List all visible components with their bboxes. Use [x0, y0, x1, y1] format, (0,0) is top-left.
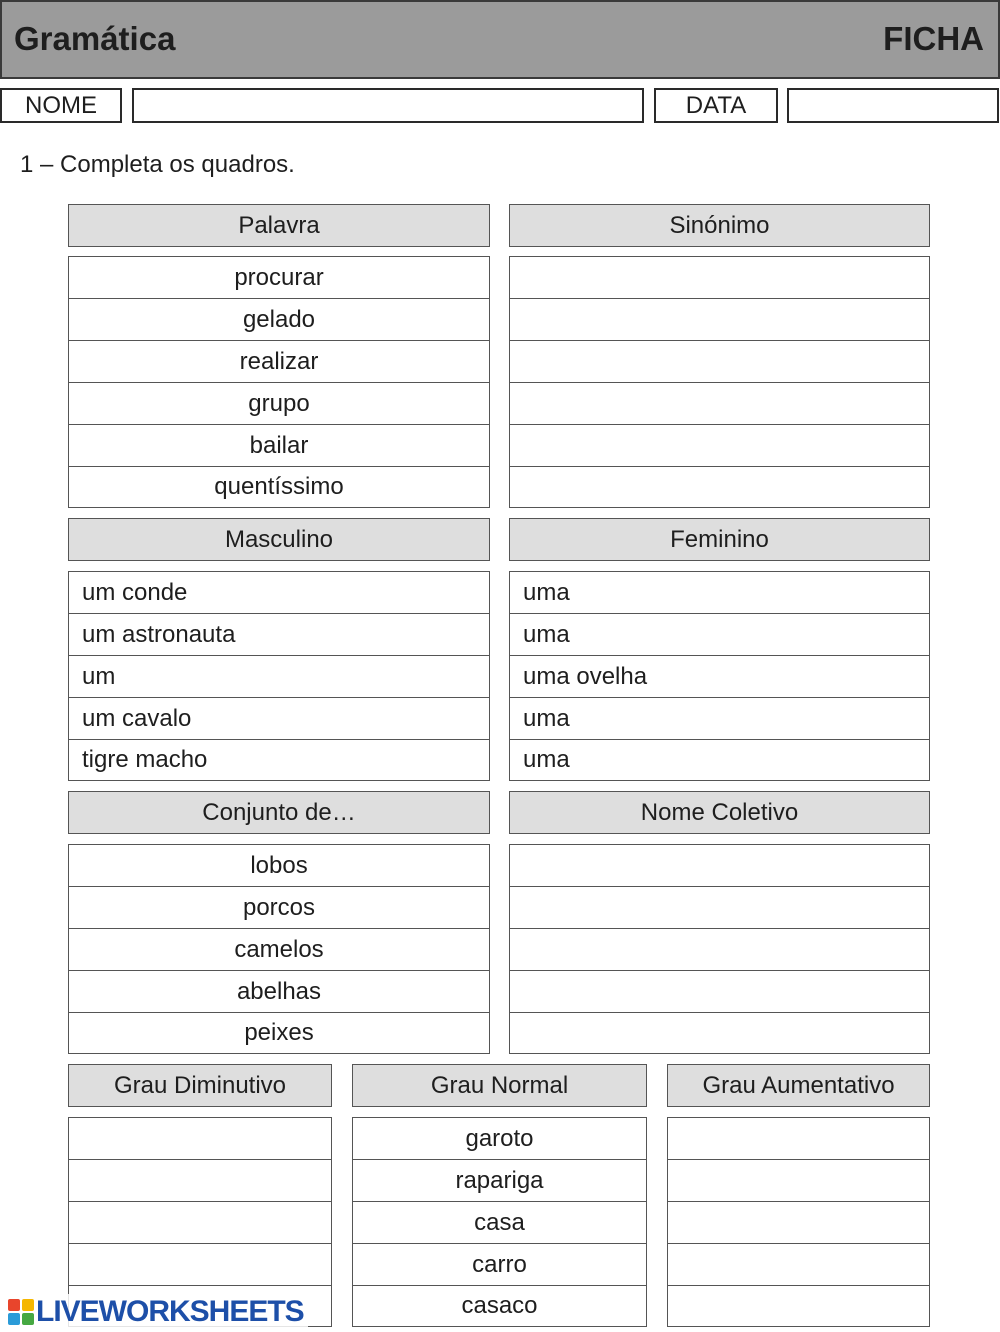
sinonimo-input[interactable] — [510, 424, 929, 466]
palavra-cell: procurar — [69, 256, 489, 298]
diminutivo-input[interactable] — [69, 1159, 331, 1201]
sinonimo-input[interactable] — [510, 298, 929, 340]
normal-cell: rapariga — [353, 1159, 646, 1201]
aumentativo-input[interactable] — [668, 1243, 929, 1285]
palavra-cell: quentíssimo — [69, 466, 489, 508]
coletivo-input[interactable] — [510, 886, 929, 928]
conjunto-column — [68, 844, 490, 1054]
palavra-column — [68, 256, 490, 508]
masculino-cell[interactable]: um cavalo — [69, 697, 489, 739]
normal-cell: garoto — [353, 1117, 646, 1159]
aumentativo-input[interactable] — [668, 1285, 929, 1327]
coletivo-input[interactable] — [510, 970, 929, 1012]
masculino-cell[interactable]: tigre macho — [69, 739, 489, 781]
sinonimo-input[interactable] — [510, 466, 929, 508]
header-feminino: Feminino — [509, 518, 930, 561]
logo-square — [8, 1299, 20, 1311]
palavra-cell: gelado — [69, 298, 489, 340]
aumentativo-input[interactable] — [668, 1201, 929, 1243]
feminino-cell[interactable]: uma — [510, 571, 929, 613]
normal-cell: casaco — [353, 1285, 646, 1327]
date-field[interactable] — [787, 88, 999, 123]
date-label: DATA — [654, 88, 778, 123]
coletivo-input[interactable] — [510, 844, 929, 886]
header-sinonimo: Sinónimo — [509, 204, 930, 247]
conjunto-cell: camelos — [69, 928, 489, 970]
diminutivo-input[interactable] — [69, 1117, 331, 1159]
conjunto-cell: abelhas — [69, 970, 489, 1012]
palavra-cell: realizar — [69, 340, 489, 382]
masculino-column — [68, 571, 490, 781]
header-conjunto: Conjunto de… — [68, 791, 490, 834]
coletivo-input[interactable] — [510, 928, 929, 970]
coletivo-column — [509, 844, 930, 1054]
normal-cell: carro — [353, 1243, 646, 1285]
name-field[interactable] — [132, 88, 644, 123]
feminino-column — [509, 571, 930, 781]
normal-cell: casa — [353, 1201, 646, 1243]
header-nome-coletivo: Nome Coletivo — [509, 791, 930, 834]
liveworksheets-logo-icon — [8, 1299, 34, 1325]
coletivo-input[interactable] — [510, 1012, 929, 1054]
sinonimo-input[interactable] — [510, 340, 929, 382]
ficha-label: FICHA — [883, 20, 984, 57]
name-label: NOME — [0, 88, 122, 123]
masculino-cell[interactable]: um — [69, 655, 489, 697]
diminutivo-input[interactable] — [69, 1201, 331, 1243]
liveworksheets-logo — [8, 1294, 308, 1330]
logo-square — [8, 1313, 20, 1325]
sinonimo-input[interactable] — [510, 382, 929, 424]
conjunto-cell: peixes — [69, 1012, 489, 1054]
normal-column — [352, 1117, 647, 1327]
aumentativo-input[interactable] — [668, 1159, 929, 1201]
page-title: Gramática — [14, 20, 176, 57]
liveworksheets-logo-text: LIVEWORKSHEETS — [36, 1295, 304, 1328]
header-masculino: Masculino — [68, 518, 490, 561]
palavra-cell: bailar — [69, 424, 489, 466]
diminutivo-input[interactable] — [69, 1243, 331, 1285]
feminino-cell[interactable]: uma — [510, 697, 929, 739]
sinonimo-column — [509, 256, 930, 508]
feminino-cell[interactable]: uma ovelha — [510, 655, 929, 697]
aumentativo-input[interactable] — [668, 1117, 929, 1159]
header-grau-diminutivo: Grau Diminutivo — [68, 1064, 332, 1107]
palavra-cell: grupo — [69, 382, 489, 424]
header-palavra: Palavra — [68, 204, 490, 247]
feminino-cell[interactable]: uma — [510, 739, 929, 781]
masculino-cell[interactable]: um astronauta — [69, 613, 489, 655]
aumentativo-column — [667, 1117, 930, 1327]
instruction-text: 1 – Completa os quadros. — [20, 151, 295, 178]
conjunto-cell: lobos — [69, 844, 489, 886]
header-grau-normal: Grau Normal — [352, 1064, 647, 1107]
feminino-cell[interactable]: uma — [510, 613, 929, 655]
logo-square — [22, 1313, 34, 1325]
logo-square — [22, 1299, 34, 1311]
masculino-cell[interactable]: um conde — [69, 571, 489, 613]
header-bar — [0, 0, 1000, 79]
header-grau-aumentativo: Grau Aumentativo — [667, 1064, 930, 1107]
conjunto-cell: porcos — [69, 886, 489, 928]
sinonimo-input[interactable] — [510, 256, 929, 298]
